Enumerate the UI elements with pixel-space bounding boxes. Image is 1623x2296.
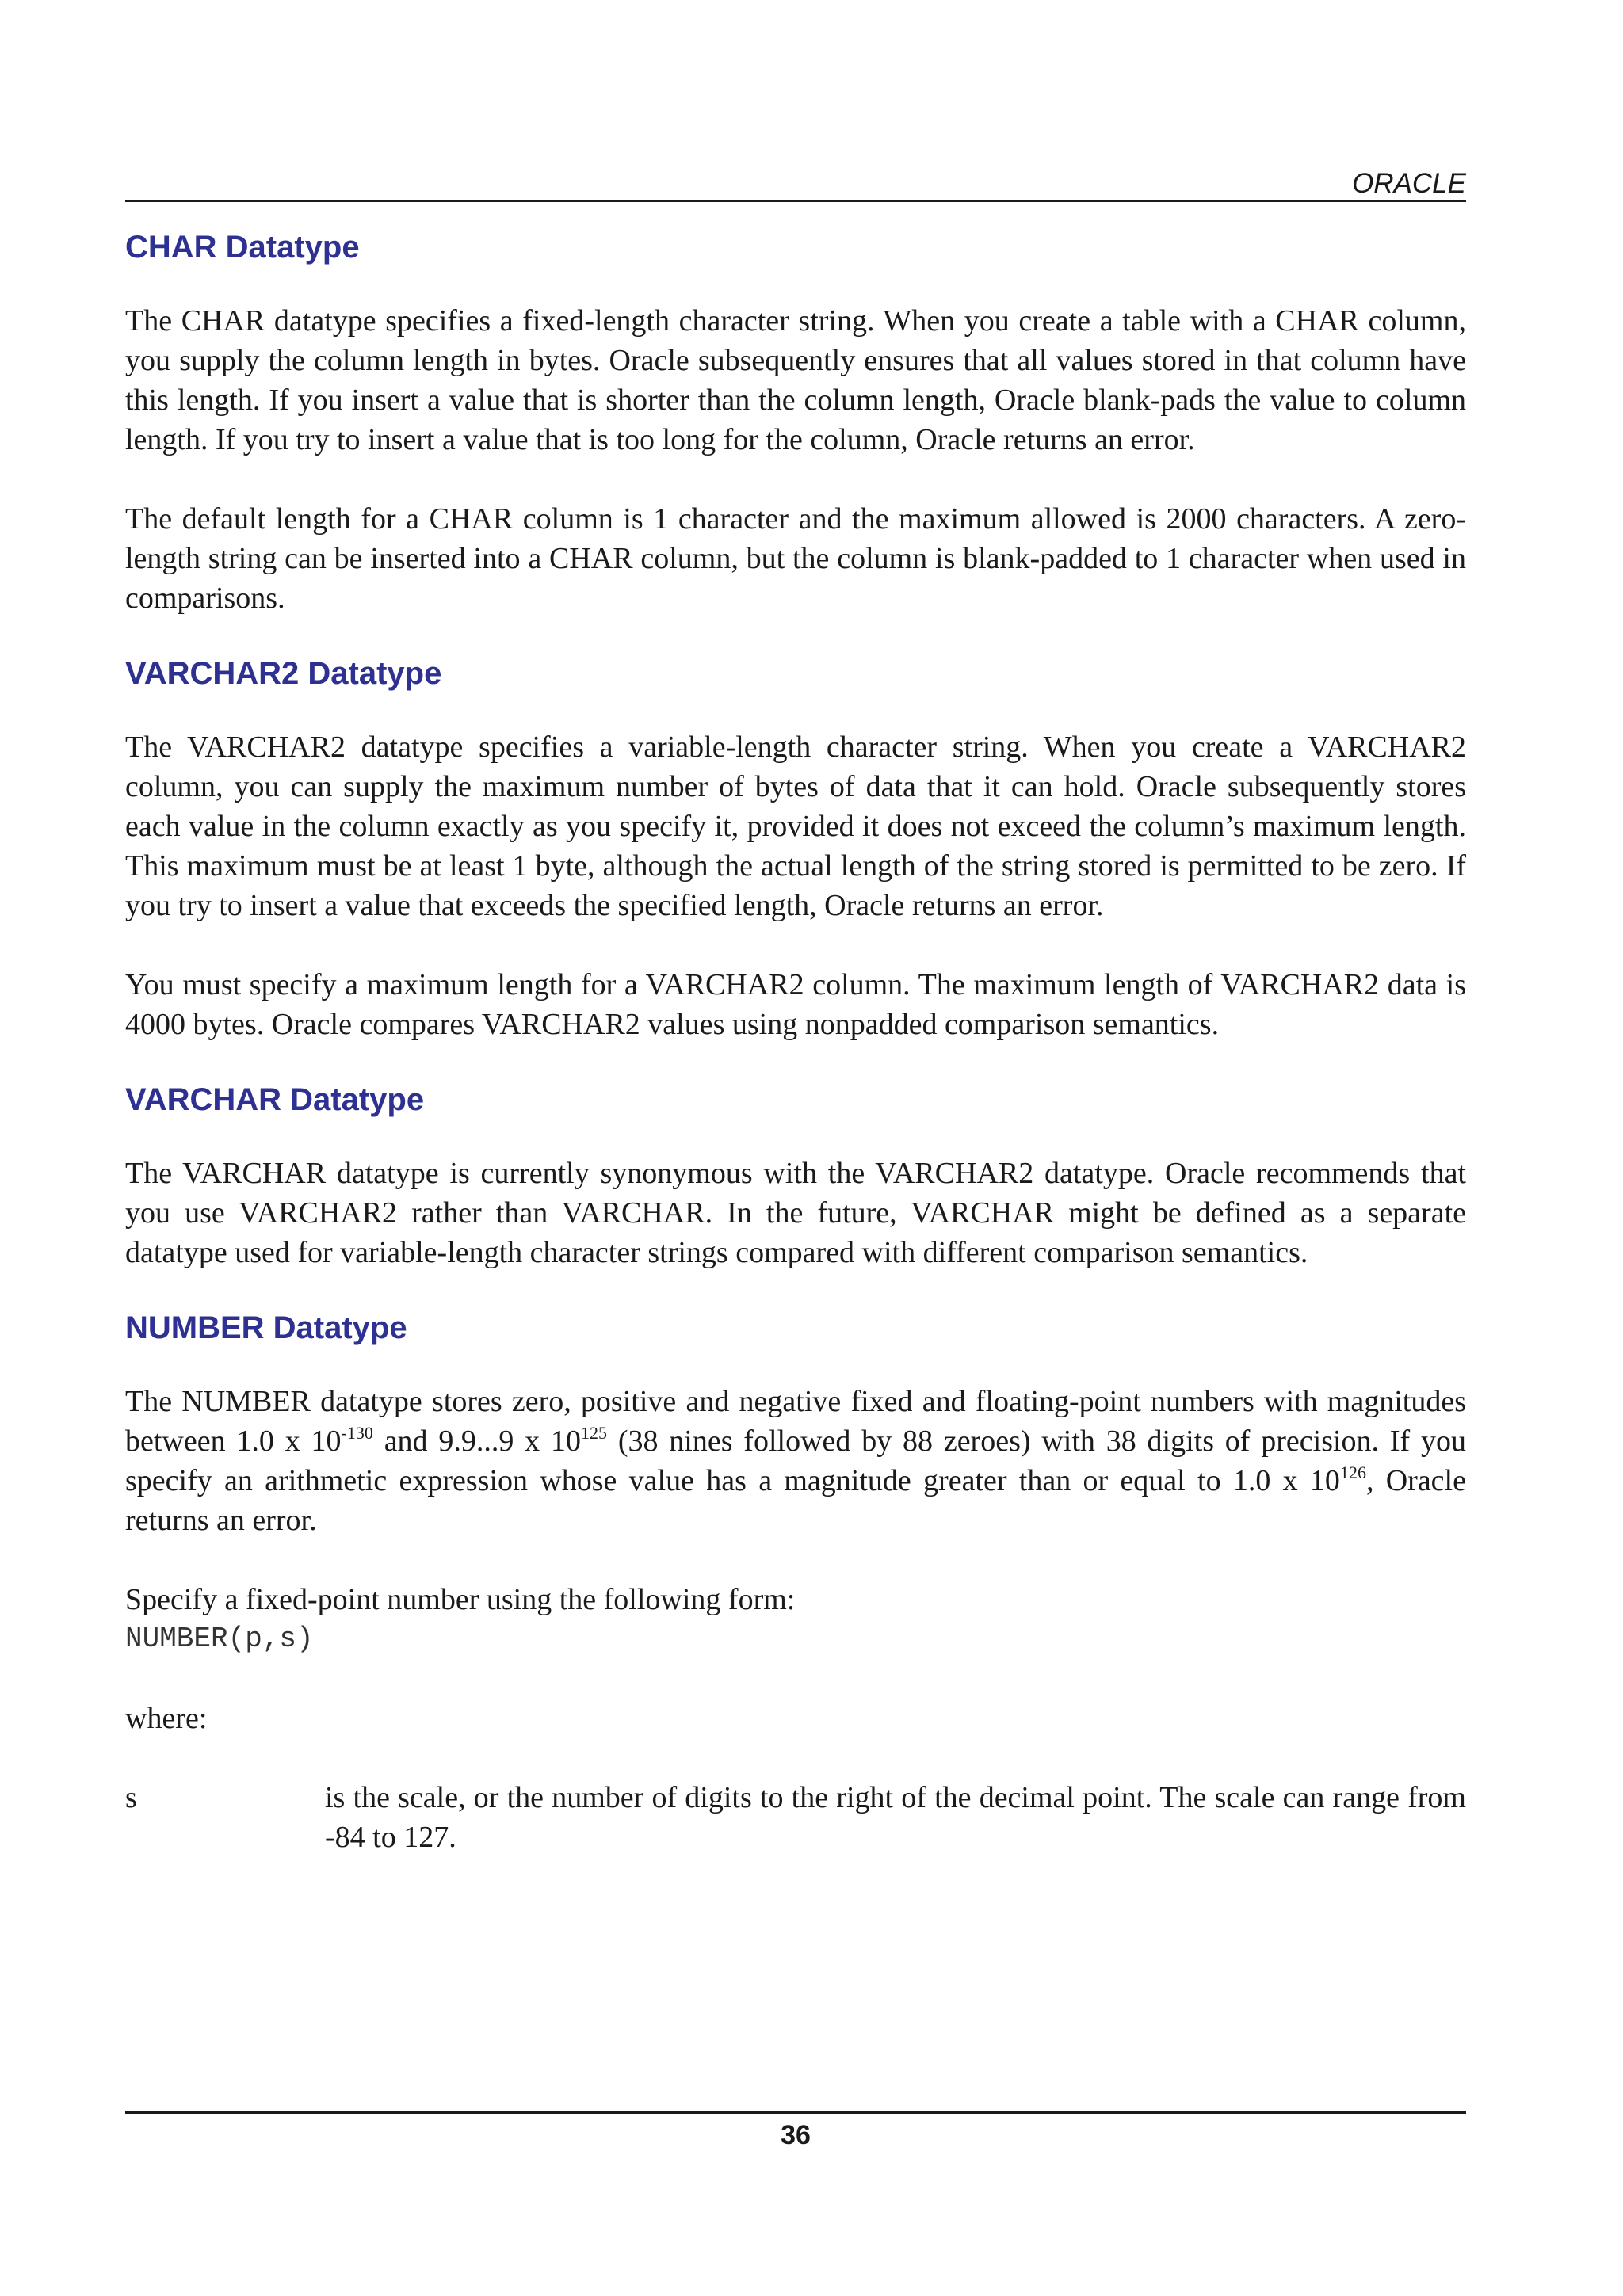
header-rule (125, 200, 1466, 202)
section-heading-varchar2: VARCHAR2 Datatype (125, 656, 442, 691)
section-number (125, 1307, 1466, 1857)
exponent-neg-130: -130 (341, 1423, 373, 1443)
paragraph-varchar-1: The VARCHAR datatype is currently synonymous with the VARCHAR2 datatype. Oracle recommends that you use VARCHAR2 rather than VARCHAR. In the future, VARCHAR might be defined as a separate datatype used for variable-length character strings compared with different comparison semantics. (125, 1157, 1466, 1269)
paragraph-where: where: (125, 1702, 208, 1735)
running-header: ORACLE (1352, 168, 1466, 199)
section-heading-char: CHAR Datatype (125, 230, 360, 265)
section-varchar2 (125, 653, 1466, 1044)
page-number: 36 (781, 2120, 811, 2150)
paragraph-varchar2-2: You must specify a maximum length for a VARCHAR2 column. The maximum length of VARCHAR2 data is 4000 bytes. Oracle compares VARCHAR2 values using nonpadded comparison semantics. (125, 968, 1466, 1041)
paragraph-number-form (125, 1580, 1466, 1659)
section-heading-number: NUMBER Datatype (125, 1310, 407, 1345)
paragraph-char-2: The default length for a CHAR column is 1 character and the maximum allowed is 2000 characters. A zero-length string can be inserted into a CHAR column, but the column is blank-padded to 1 character when used in comparisons. (125, 502, 1466, 615)
document-page (125, 0, 1466, 2296)
number-text-a: The NUMBER datatype stores zero, positive and negative fixed and floating-point numbers with magnitudes between 1.0 x 10 (125, 1385, 1466, 1458)
section-heading-varchar: VARCHAR Datatype (125, 1082, 425, 1117)
number-text-b: and 9.9...9 x 10 (372, 1425, 581, 1458)
section-varchar (125, 1079, 1466, 1272)
number-text-d: , Oracle returns an error. (125, 1464, 1466, 1537)
number-form-code: NUMBER(p,s) (125, 1623, 314, 1655)
paragraph-number-1 (125, 1382, 1466, 1540)
form-intro: Specify a fixed-point number using the following form: (125, 1583, 796, 1616)
exponent-125: 125 (581, 1423, 607, 1443)
paragraph-char-1: The CHAR datatype specifies a fixed-length character string. When you create a table with a CHAR column, you supply the column length in bytes. Oracle subsequently ensures that all values stored in that column have this length. If you insert a value that is shorter than the column length, Oracle blank-pads the value to column length. If you try to insert a value that is too long for the column, Oracle returns an error. (125, 304, 1466, 456)
number-text-c: (38 nines followed by 88 zeroes) with 38 digits of precision. If you specify an arithmetic expression whose value has a magnitude greater than or equal to 1.0 x 10 (125, 1425, 1466, 1497)
definition-row-s (125, 1778, 1466, 1857)
exponent-126: 126 (1339, 1463, 1366, 1482)
footer-rule (125, 2111, 1466, 2114)
definition-description: is the scale, or the number of digits to the right of the decimal point. The scale can range from -84 to 127. (325, 1781, 1466, 1854)
page-content (125, 227, 1466, 1857)
definition-term: s (125, 1781, 137, 1814)
section-char (125, 227, 1466, 618)
paragraph-varchar2-1: The VARCHAR2 datatype specifies a variable-length character string. When you create a VARCHAR2 column, you can supply the maximum number of bytes of data that it can hold. Oracle subsequently stores each value in the column exactly as you specify it, provided it does not exceed the column’s maximum length. This maximum must be at least 1 byte, although the actual length of the string stored is permitted to be zero. If you try to insert a value that exceeds the specified length, Oracle returns an error. (125, 730, 1466, 922)
